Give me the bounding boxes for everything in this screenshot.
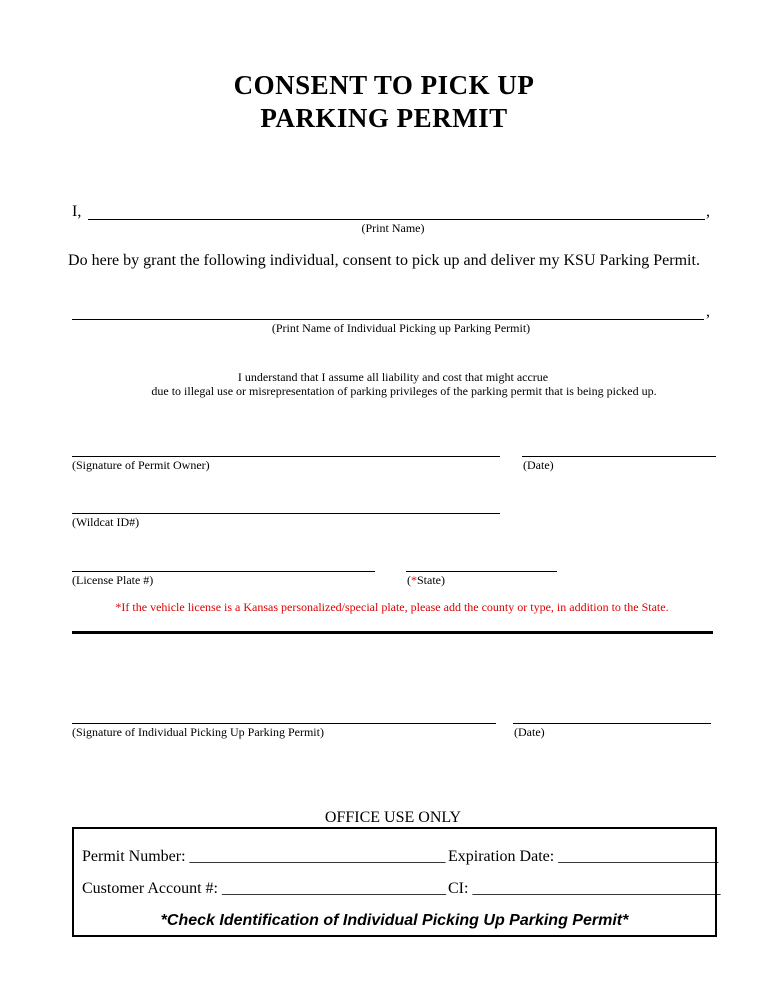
office-use-heading: OFFICE USE ONLY <box>324 809 462 826</box>
license-plate-caption: (License Plate #) <box>72 573 154 587</box>
owner-name-caption: (Print Name) <box>361 221 425 235</box>
form-title-line-1: CONSENT TO PICK UP <box>233 70 535 100</box>
owner-name-suffix: , <box>706 203 710 220</box>
pickup-signature-line[interactable] <box>72 707 496 724</box>
state-line[interactable] <box>406 555 557 572</box>
pickup-date-line[interactable] <box>513 707 711 724</box>
pickup-signature-caption: (Signature of Individual Picking Up Parking Permit) <box>72 725 324 739</box>
pickup-name-line[interactable] <box>72 303 704 320</box>
license-plate-line[interactable] <box>72 555 375 572</box>
owner-date-line[interactable] <box>522 440 716 457</box>
liability-line-2: due to illegal use or misrepresentation of parking privileges of the parking permit that is being picked up. <box>151 384 657 398</box>
customer-account-field[interactable]: Customer Account #: ____________________________ <box>82 880 446 897</box>
state-caption-open: ( <box>407 573 411 587</box>
owner-date-caption: (Date) <box>523 458 554 472</box>
check-identification-note: *Check Identification of Individual Picking Up Parking Permit* <box>160 912 629 929</box>
owner-name-prefix: I, <box>72 203 82 220</box>
owner-name-line[interactable] <box>88 203 705 220</box>
grant-statement: Do here by grant the following individual, consent to pick up and deliver my KSU Parking Permit. <box>68 252 700 269</box>
wildcat-id-line[interactable] <box>72 497 500 514</box>
state-caption <box>407 573 445 588</box>
permit-number-field[interactable]: Permit Number: ________________________________ <box>82 848 446 865</box>
state-caption-text: State) <box>417 573 445 587</box>
section-divider <box>72 631 713 634</box>
plate-note: *If the vehicle license is a Kansas personalized/special plate, please add the county or type, in addition to the State. <box>115 600 669 614</box>
form-title-line-2: PARKING PERMIT <box>260 103 508 133</box>
pickup-name-suffix: , <box>706 303 710 320</box>
state-asterisk: * <box>411 573 417 587</box>
pickup-name-caption: (Print Name of Individual Picking up Parking Permit) <box>271 321 531 335</box>
pickup-date-caption: (Date) <box>514 725 545 739</box>
ci-field[interactable]: CI: _______________________________ <box>448 880 721 897</box>
wildcat-id-caption: (Wildcat ID#) <box>72 515 140 529</box>
owner-signature-caption: (Signature of Permit Owner) <box>72 458 210 472</box>
liability-line-1: I understand that I assume all liability and cost that might accrue <box>237 370 549 384</box>
owner-signature-line[interactable] <box>72 440 500 457</box>
expiration-date-field[interactable]: Expiration Date: ____________________ <box>448 848 719 865</box>
